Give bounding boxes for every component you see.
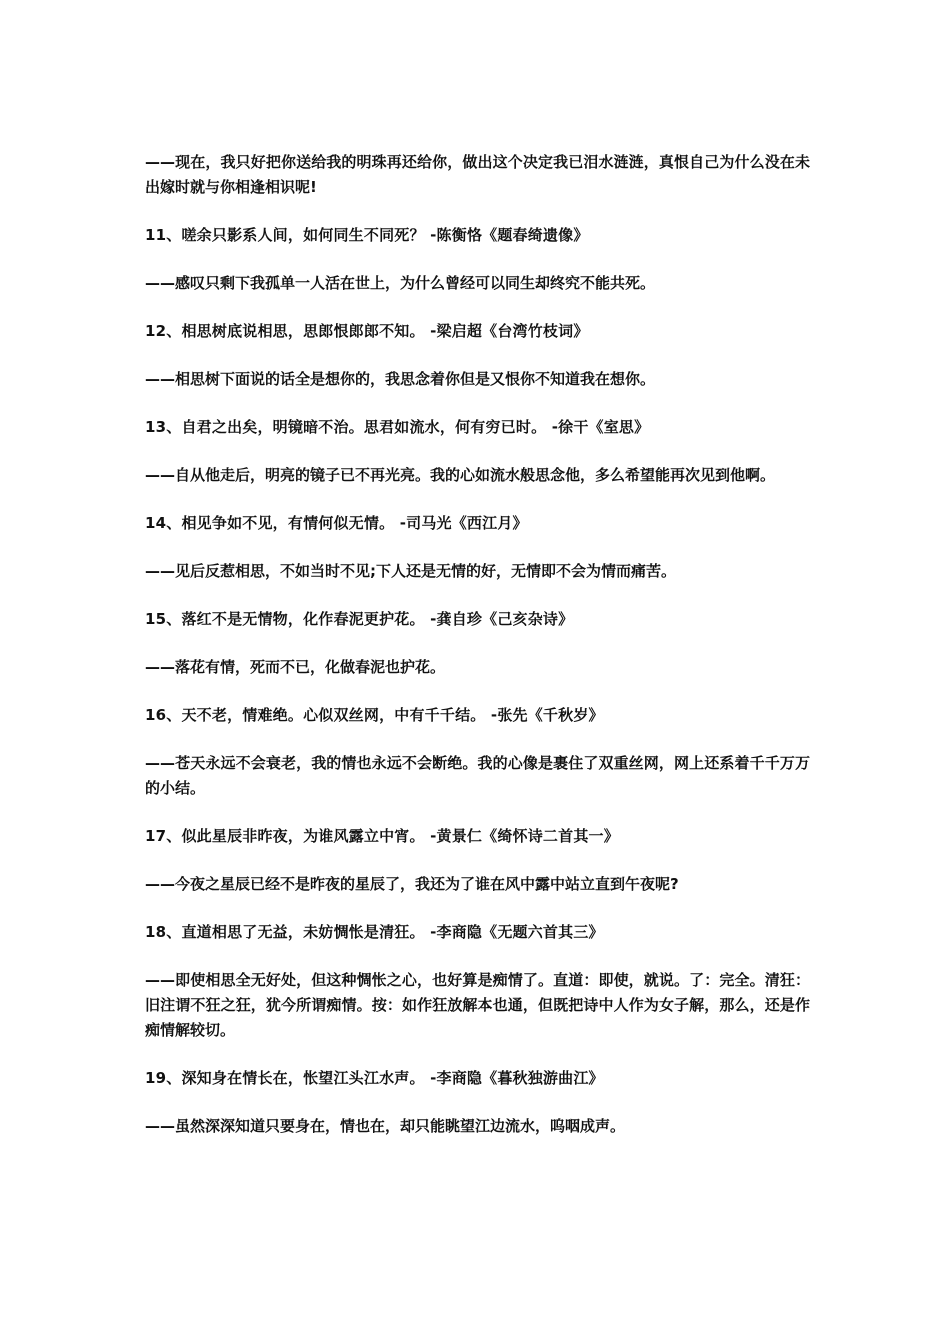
verse-line-18: 18、直道相思了无益，未妨惆怅是清狂。 -李商隐《无题六首其三》 [145,923,604,941]
explanation-paragraph: ——感叹只剩下我孤单一人活在世上，为什么曾经可以同生却终究不能共死。 [145,274,656,292]
verse-line-17: 17、似此星辰非昨夜，为谁风露立中宵。 -黄景仁《绮怀诗二首其一》 [145,827,619,845]
verse-line-13: 13、自君之出矣，明镜暗不治。思君如流水，何有穷已时。 -徐干《室思》 [145,418,650,436]
explanation-paragraph: ——今夜之星辰已经不是昨夜的星辰了，我还为了谁在风中露中站立直到午夜呢? [145,875,679,893]
explanation-paragraph: ——苍天永远不会衰老，我的情也永远不会断绝。我的心像是裹住了双重丝网，网上还系着千千万万的小结。 [145,754,810,797]
explanation-paragraph: ——落花有情，死而不已，化做春泥也护花。 [145,658,446,676]
explanation-paragraph: ——见后反惹相思，不如当时不见;下人还是无情的好，无情即不会为情而痛苦。 [145,562,677,580]
document-body [145,150,810,1162]
explanation-paragraph: ——虽然深深知道只要身在，情也在，却只能眺望江边流水，呜咽成声。 [145,1117,626,1135]
verse-line-14: 14、相见争如不见，有情何似无情。 -司马光《西江月》 [145,514,528,532]
verse-line-12: 12、相思树底说相思，思郎恨郎郎不知。 -梁启超《台湾竹枝词》 [145,322,589,340]
verse-line-16: 16、天不老，情难绝。心似双丝网，中有千千结。 -张先《千秋岁》 [145,706,604,724]
explanation-paragraph: ——相思树下面说的话全是想你的，我思念着你但是又恨你不知道我在想你。 [145,370,656,388]
explanation-paragraph: ——自从他走后，明亮的镜子已不再光亮。我的心如流水般思念他，多么希望能再次见到他啊。 [145,466,776,484]
verse-line-11: 11、嗟余只影系人间，如何同生不同死？ -陈衡恪《题春绮遗像》 [145,226,589,244]
explanation-paragraph: ——即使相思全无好处，但这种惆怅之心，也好算是痴情了。直道：即使，就说。了：完全。清狂：旧注谓不狂之狂，犹今所谓痴情。按：如作狂放解本也通，但既把诗中人作为女子解，那么，还是作痴情解较切。 [145,971,810,1039]
verse-line-15: 15、落红不是无情物，化作春泥更护花。 -龚自珍《己亥杂诗》 [145,610,574,628]
verse-line-19: 19、深知身在情长在，怅望江头江水声。 -李商隐《暮秋独游曲江》 [145,1069,604,1087]
explanation-paragraph: ——现在，我只好把你送给我的明珠再还给你，做出这个决定我已泪水涟涟，真恨自己为什么没在未出嫁时就与你相逢相识呢! [145,153,810,196]
